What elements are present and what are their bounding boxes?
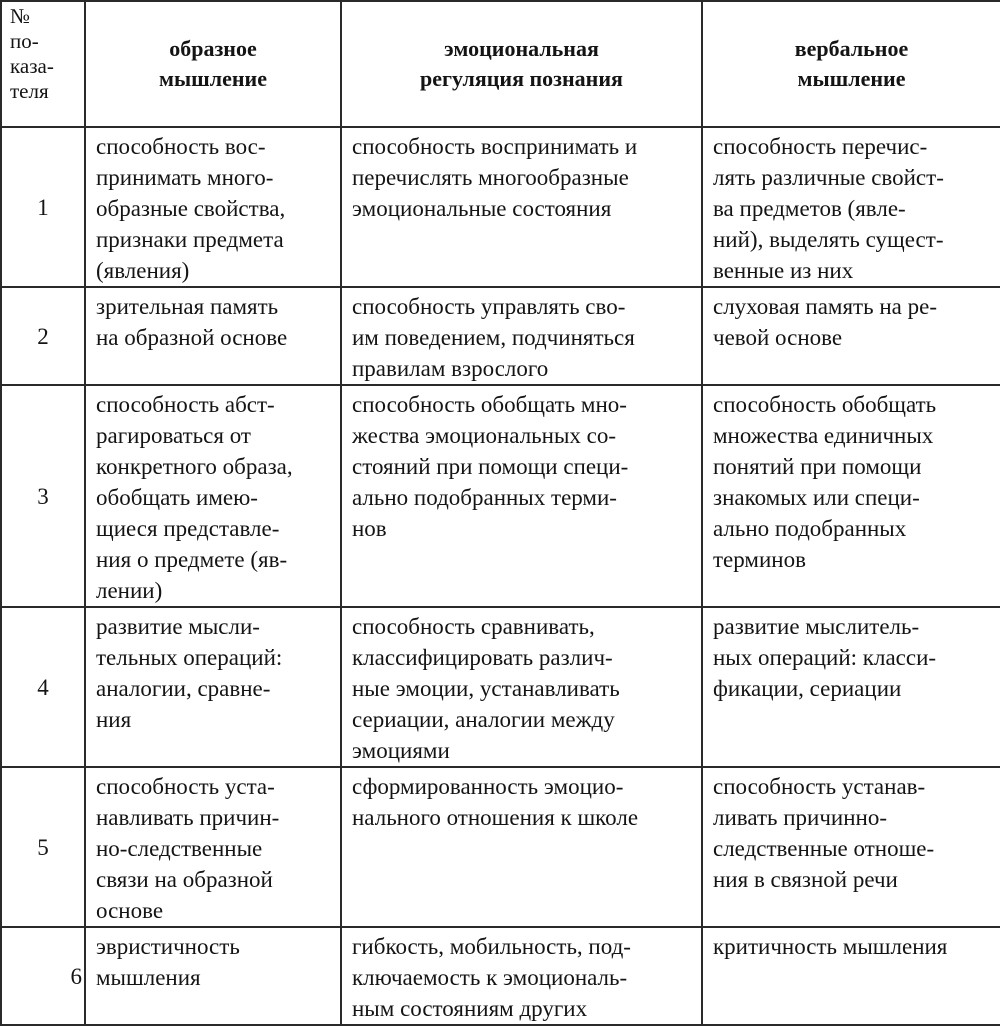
header-imaginative-thinking: образное мышление <box>85 1 341 127</box>
header-emotional-regulation: эмоциональная регуляция познания <box>341 1 702 127</box>
row-number: 5 <box>1 767 85 927</box>
cell-imaginative: развитие мысли- тельных операций: аналогии, сравне- ния <box>85 607 341 767</box>
cell-emotional: способность управлять сво- им поведением, подчиняться правилам взрослого <box>341 287 702 385</box>
table-row <box>1 385 1000 607</box>
table-row <box>1 767 1000 927</box>
cell-emotional: гибкость, мобильность, под- ключаемость к эмоциональ- ным состояниям других <box>341 927 702 1025</box>
cell-verbal: способность обобщать множества единичных понятий при помощи знакомых или специ- ально подобранных терминов <box>702 385 1000 607</box>
cell-verbal: развитие мыслитель- ных операций: класси- фикации, сериации <box>702 607 1000 767</box>
cell-emotional: способность воспринимать и перечислять многообразные эмоциональные состояния <box>341 127 702 287</box>
row-number: 4 <box>1 607 85 767</box>
cell-imaginative: зрительная память на образной основе <box>85 287 341 385</box>
header-row <box>1 1 1000 127</box>
row-number: 2 <box>1 287 85 385</box>
cell-verbal: слуховая память на ре- чевой основе <box>702 287 1000 385</box>
cell-verbal: способность устанав- ливать причинно- следственные отноше- ния в связной речи <box>702 767 1000 927</box>
table-row <box>1 287 1000 385</box>
header-verbal-thinking: вербальное мышление <box>702 1 1000 127</box>
cell-verbal: критичность мышления <box>702 927 1000 1025</box>
cell-emotional: способность сравнивать, классифицировать различ- ные эмоции, устанавливать сериации, аналогии между эмоциями <box>341 607 702 767</box>
table-row <box>1 607 1000 767</box>
row-number: 1 <box>1 127 85 287</box>
row-number: 3 <box>1 385 85 607</box>
cell-imaginative: эвристичность мышления <box>85 927 341 1025</box>
row-number: 6 <box>1 927 85 1025</box>
cell-imaginative: способность уста- навливать причин- но-следственные связи на образной основе <box>85 767 341 927</box>
table-row <box>1 927 1000 1025</box>
cell-emotional: способность обобщать мно- жества эмоциональных со- стояний при помощи специ- ально подобранных терми- нов <box>341 385 702 607</box>
cell-imaginative: способность вос- принимать много- образные свойства, признаки предмета (явления) <box>85 127 341 287</box>
cell-verbal: способность перечис- лять различные свойст- ва предметов (явле- ний), выделять сущест- венные из них <box>702 127 1000 287</box>
table-row <box>1 127 1000 287</box>
cell-emotional: сформированность эмоцио- нального отношения к школе <box>341 767 702 927</box>
cell-imaginative: способность абст- рагироваться от конкретного образа, обобщать имею- щиеся представле- ния о предмете (яв- лении) <box>85 385 341 607</box>
header-number: № по- каза- теля <box>1 1 85 127</box>
